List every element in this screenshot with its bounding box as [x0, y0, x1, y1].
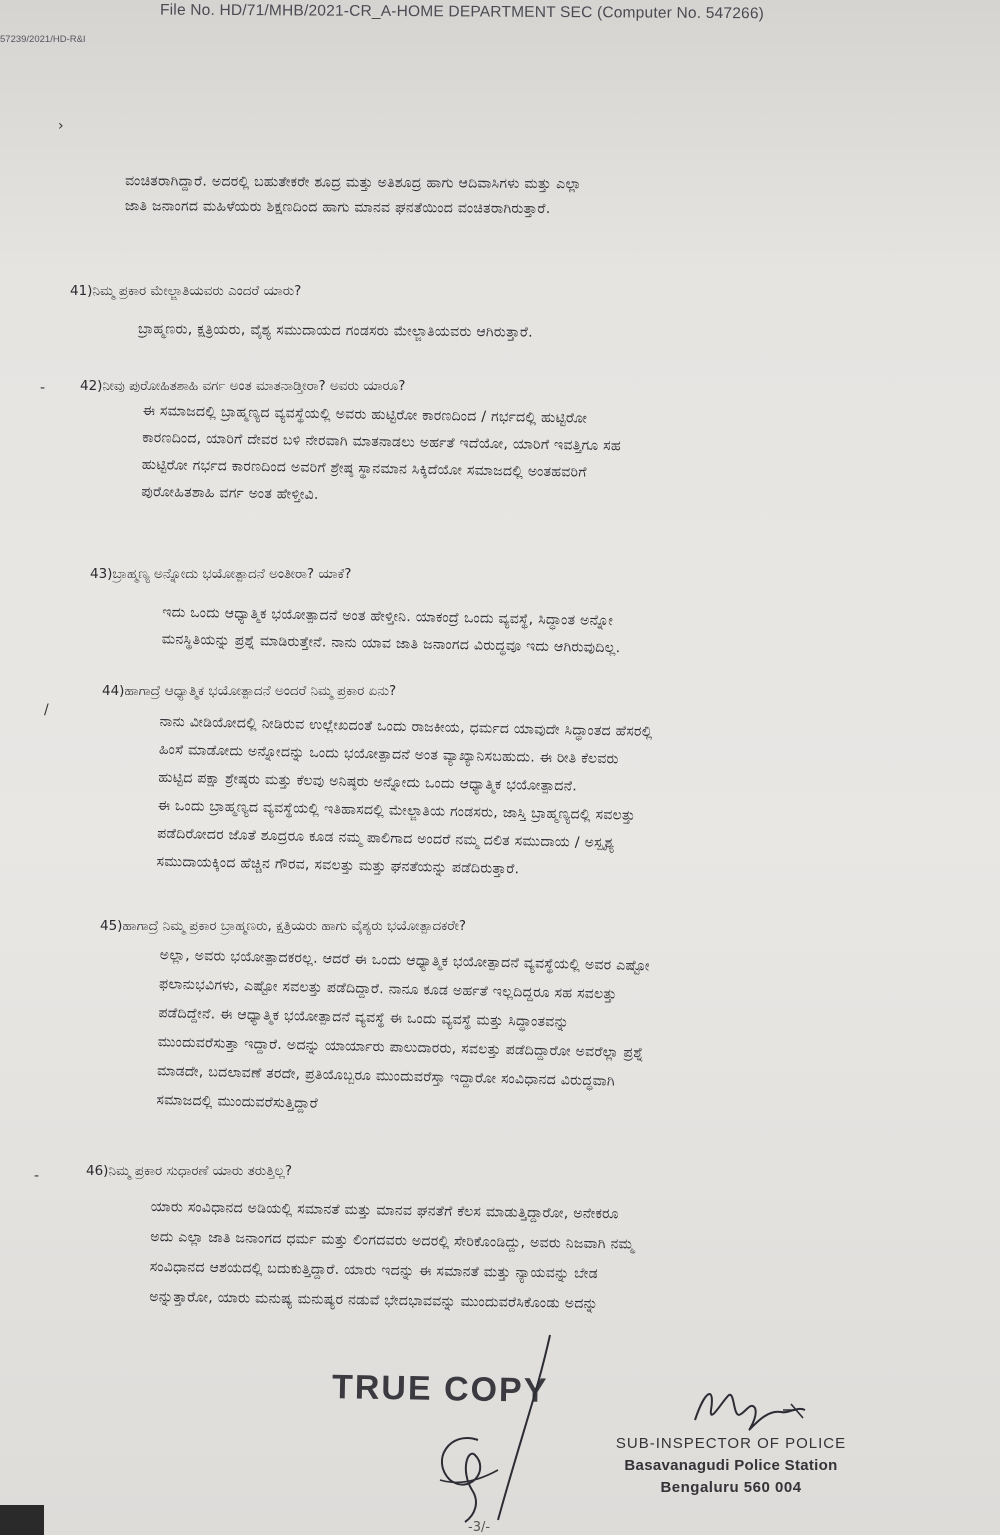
text-line: ಇದು ಒಂದು ಆಧ್ಯಾತ್ಮಿಕ ಭಯೋತ್ಪಾದನೆ ಅಂತ ಹೇಳ್ತೀನಿ. ಯಾಕಂದ್ರೆ ಒಂದು ವ್ಯವಸ್ಥೆ, ಸಿದ್ಧಾಂತ ಅನ್ನೋ — [162, 604, 614, 630]
question-45: 45)ಹಾಗಾದ್ರೆ ನಿಮ್ಮ ಪ್ರಕಾರ ಬ್ರಾಹ್ಮಣರು, ಕ್ಷತ್ರಿಯರು ಹಾಗು ವೈಶ್ಯರು ಭಯೋತ್ಪಾದಕರೇ? — [100, 918, 467, 934]
file-number-header: File No. HD/71/MHB/2021-CR_A-HOME DEPARTMENT SEC (Computer No. 547266) — [159, 1, 765, 23]
question-44: 44)ಹಾಗಾದ್ರೆ ಆಧ್ಯಾತ್ಮಿಕ ಭಯೋತ್ಪಾದನೆ ಅಂದರೆ ನಿಮ್ಮ ಪ್ರಕಾರ ಏನು? — [102, 683, 397, 699]
text-line: ಈ ಸಮಾಜದಲ್ಲಿ ಬ್ರಾಹ್ಮಣ್ಯದ ವ್ಯವಸ್ಥೆಯಲ್ಲಿ ಅವರು ಹುಟ್ಟಿರೋ ಕಾರಣದಿಂದ / ಗರ್ಭದಲ್ಲಿ ಹುಟ್ಟಿರೋ — [142, 402, 588, 427]
answer-43 — [162, 599, 953, 668]
text-line: ಸಂವಿಧಾನದ ಆಶಯದಲ್ಲಿ ಬದುಕುತ್ತಿದ್ದಾರೆ. ಯಾರು ಇದನ್ನು ಈ ಸಮಾನತೆ ಮತ್ತು ನ್ಯಾಯವನ್ನು ಬೇಡ — [149, 1258, 599, 1282]
text-line: ಮುಂದುವರೆಸುತ್ತಾ ಇದ್ದಾರೆ. ಅದನ್ನು ಯಾರ್ಯಾರು ಪಾಲುದಾರರು, ಸವಲತ್ತು ಪಡೆದಿದ್ದಾರೋ ಅವರೆಲ್ಲಾ ಪ್ರಶ್ನೆ — [157, 1034, 644, 1062]
station-city: Bengaluru 560 004 — [660, 1479, 802, 1496]
text-line: ಬ್ರಾಹ್ಮಣರು, ಕ್ಷತ್ರಿಯರು, ವೈಶ್ಯ ಸಮುದಾಯದ ಗಂಡಸರು ಮೇಲ್ಜಾತಿಯವರು ಆಗಿರುತ್ತಾರೆ. — [137, 321, 534, 341]
margin-mark: › — [58, 118, 64, 134]
text-line: ಮನಸ್ಥಿತಿಯನ್ನು ಪ್ರಶ್ನೆ ಮಾಡಿರುತ್ತೇನೆ. ನಾನು ಯಾವ ಜಾತಿ ಜನಾಂಗದ ವಿರುದ್ಧವೂ ಇದು ಆಗಿರುವುದಿಲ್ಲ. — [161, 631, 621, 657]
answer-45 — [156, 941, 940, 1133]
reference-number: 57239/2021/HD-R&I — [0, 34, 86, 45]
text-line: ಅಲ್ಲಾ, ಅವರು ಭಯೋತ್ಪಾದಕರಲ್ಲ. ಆದರೆ ಈ ಒಂದು ಆಧ್ಯಾತ್ಮಿಕ ಭಯೋತ್ಪಾದನೆ ವ್ಯವಸ್ಥೆಯಲ್ಲಿ ಅವರ ಎಷ್ಟೋ — [159, 947, 651, 975]
question-46: 46)ನಿಮ್ಮ ಪ್ರಕಾರ ಸುಧಾರಣೆ ಯಾರು ತರುತ್ತಿಲ್ಲ? — [86, 1163, 293, 1179]
text-line: ಪಡೆದಿರೋದರ ಜೊತೆ ಶೂದ್ರರೂ ಕೂಡ ನಮ್ಮ ಪಾಲಿಗಾದ ಅಂದರೆ ನಮ್ಮ ದಲಿತ ಸಮುದಾಯ / ಅಸ್ಪೃಶ್ಯ — [157, 825, 615, 852]
text-line: ಹುಟ್ಟಿದ ಪಕ್ಷಾ ಶ್ರೇಷ್ಠರು ಮತ್ತು ಕೆಲವು ಅನಿಷ್ಠರು ಅನ್ನೋದು ಒಂದು ಆಧ್ಯಾತ್ಮಿಕ ಭಯೋತ್ಪಾದನೆ. — [158, 769, 578, 795]
text-line: ಸಮುದಾಯಕ್ಕಿಂದ ಹೆಚ್ಚಿನ ಗೌರವ, ಸವಲತ್ತು ಮತ್ತು ಘನತೆಯನ್ನು ಪಡೆದಿರುತ್ತಾರೆ. — [156, 853, 520, 878]
question-42: 42)ನೀವು ಪುರೋಹಿತಶಾಹಿ ವರ್ಗ ಅಂತ ಮಾತನಾಡ್ತೀರಾ? ಅವರು ಯಾರೂ? — [80, 378, 406, 394]
margin-mark: - — [34, 1168, 40, 1184]
text-line: ಯಾರು ಸಂವಿಧಾನದ ಅಡಿಯಲ್ಲಿ ಸಮಾನತೆ ಮತ್ತು ಮಾನವ ಘನತೆಗೆ ಕೆಲಸ ಮಾಡುತ್ತಿದ್ದಾರೋ, ಅನೇಕರೂ — [150, 1198, 619, 1223]
attesting-signature — [420, 1330, 580, 1530]
officer-designation-block — [596, 1433, 866, 1499]
intro-paragraph — [125, 169, 960, 225]
text-line: ಹುಟ್ಟಿರೋ ಗರ್ಭದ ಕಾರಣದಿಂದ ಅವರಿಗೆ ಶ್ರೇಷ್ಠ ಸ್ಥಾನಮಾನ ಸಿಕ್ಕಿದೆಯೋ ಸಮಾಜದಲ್ಲಿ ಅಂತಹವರಿಗೆ — [141, 456, 587, 481]
text-line: ಹಿಂಸೆ ಮಾಡೋದು ಅನ್ನೋದನ್ನು ಒಂದು ಭಯೋತ್ಪಾದನೆ ಅಂತ ವ್ಯಾಖ್ಯಾನಿಸಬಹುದು. ಈ ರೀತಿ ಕೆಲವರು — [158, 741, 619, 768]
text-line: ನಾನು ವೀಡಿಯೋದಲ್ಲಿ ನೀಡಿರುವ ಉಲ್ಲೇಖದಂತೆ ಒಂದು ರಾಜಕೀಯ, ಧರ್ಮದ ಯಾವುದೇ ಸಿದ್ಧಾಂತದ ಹೆಸರಲ್ಲಿ — [159, 713, 653, 741]
scan-edge-shadow — [0, 1505, 44, 1535]
page-number-mark: -3/- — [468, 1520, 491, 1535]
text-line: ಪಡೆದಿದ್ದೇನೆ. ಈ ಆಧ್ಯಾತ್ಮಿಕ ಭಯೋತ್ಪಾದನೆ ವ್ಯವಸ್ಥೆ ಈ ಒಂದು ವ್ಯವಸ್ಥೆ ಮತ್ತು ಸಿದ್ಧಾಂತವನ್ನು — [158, 1005, 570, 1031]
text-line: ಪುರೋಹಿತಶಾಹಿ ವರ್ಗ ಅಂತ ಹೇಳ್ತೀವಿ. — [141, 483, 319, 503]
answer-42 — [141, 398, 958, 520]
true-copy-stamp: TRUE COPY — [331, 1368, 549, 1410]
officer-signature — [685, 1380, 835, 1440]
text-line: ಮಾಡದೇ, ಬದಲಾವಣೆ ತರದೇ, ಪ್ರತಿಯೊಬ್ಬರೂ ಮುಂದುವರೆಸ್ತಾ ಇದ್ದಾರೋ ಸಂವಿಧಾನದ ವಿರುದ್ಧವಾಗಿ — [156, 1063, 616, 1090]
text-line: ಜಾತಿ ಜನಾಂಗದ ಮಹಿಳೆಯರು ಶಿಕ್ಷಣದಿಂದ ಹಾಗು ಮಾನವ ಘನತೆಯಿಂದ ವಂಚಿತರಾಗಿರುತ್ತಾರೆ. — [124, 198, 551, 218]
question-43: 43)ಬ್ರಾಹ್ಮಣ್ಯ ಅನ್ನೋದು ಭಯೋತ್ಪಾದನೆ ಅಂತೀರಾ? ಯಾಕೆ? — [90, 566, 352, 582]
answer-46 — [149, 1192, 921, 1324]
text-line: ವಂಚಿತರಾಗಿದ್ದಾರೆ. ಅದರಲ್ಲಿ ಬಹುತೇಕರೇ ಶೂದ್ರ ಮತ್ತು ಅತಿಶೂದ್ರ ಹಾಗು ಆದಿವಾಸಿಗಳು ಮತ್ತು ಎಲ್ಲಾ — [125, 173, 582, 193]
margin-mark: / — [44, 702, 49, 718]
answer-41 — [138, 317, 788, 348]
text-line: ಅದು ಎಲ್ಲಾ ಜಾತಿ ಜನಾಂಗದ ಧರ್ಮ ಮತ್ತು ಲಿಂಗದವರು ಅದರಲ್ಲಿ ಸೇರಿಕೊಂಡಿದ್ದು, ಅವರು ನಿಜವಾಗಿ ನಮ್ಮ — [150, 1228, 635, 1253]
text-line: ಈ ಒಂದು ಬ್ರಾಹ್ಮಣ್ಯದ ವ್ಯವಸ್ಥೆಯಲ್ಲಿ ಇತಿಹಾಸದಲ್ಲಿ ಮೇಲ್ಜಾತಿಯ ಗಂಡಸರು, ಜಾಸ್ತಿ ಬ್ರಾಹ್ಮಣ್ಯದಲ್ಲಿ ಸವಲತ್ತು — [157, 797, 636, 824]
answer-44 — [156, 708, 949, 893]
text-line: ಸಮಾಜದಲ್ಲಿ ಮುಂದುವರೆಸುತ್ತಿದ್ದಾರೆ — [156, 1092, 319, 1112]
text-line: ಫಲಾನುಭವಿಗಳು, ಎಷ್ಟೋ ಸವಲತ್ತು ಪಡೆದಿದ್ದಾರೆ. ನಾನೂ ಕೂಡ ಅರ್ಹತೆ ಇಲ್ಲದಿದ್ದರೂ ಸಹ ಸವಲತ್ತು — [158, 976, 617, 1003]
question-41: 41)ನಿಮ್ಮ ಪ್ರಕಾರ ಮೇಲ್ಜಾತಿಯವರು ಎಂದರೆ ಯಾರು? — [70, 283, 302, 299]
police-station-name: Basavanagudi Police Station — [624, 1457, 838, 1474]
margin-mark: - — [40, 380, 46, 396]
text-line: ಅನ್ನುತ್ತಾರೋ, ಯಾರು ಮನುಷ್ಯ ಮನುಷ್ಯರ ನಡುವೆ ಭೇದಭಾವವನ್ನು ಮುಂದುವರೆಸಿಕೊಂಡು ಅದನ್ನು — [149, 1288, 599, 1312]
text-line: ಕಾರಣದಿಂದ, ಯಾರಿಗೆ ದೇವರ ಬಳಿ ನೇರವಾಗಿ ಮಾತನಾಡಲು ಅರ್ಹತೆ ಇದೆಯೋ, ಯಾರಿಗೆ ಇವತ್ತಿಗೂ ಸಹ — [142, 429, 622, 455]
officer-title: SUB-INSPECTOR OF POLICE — [615, 1435, 847, 1452]
